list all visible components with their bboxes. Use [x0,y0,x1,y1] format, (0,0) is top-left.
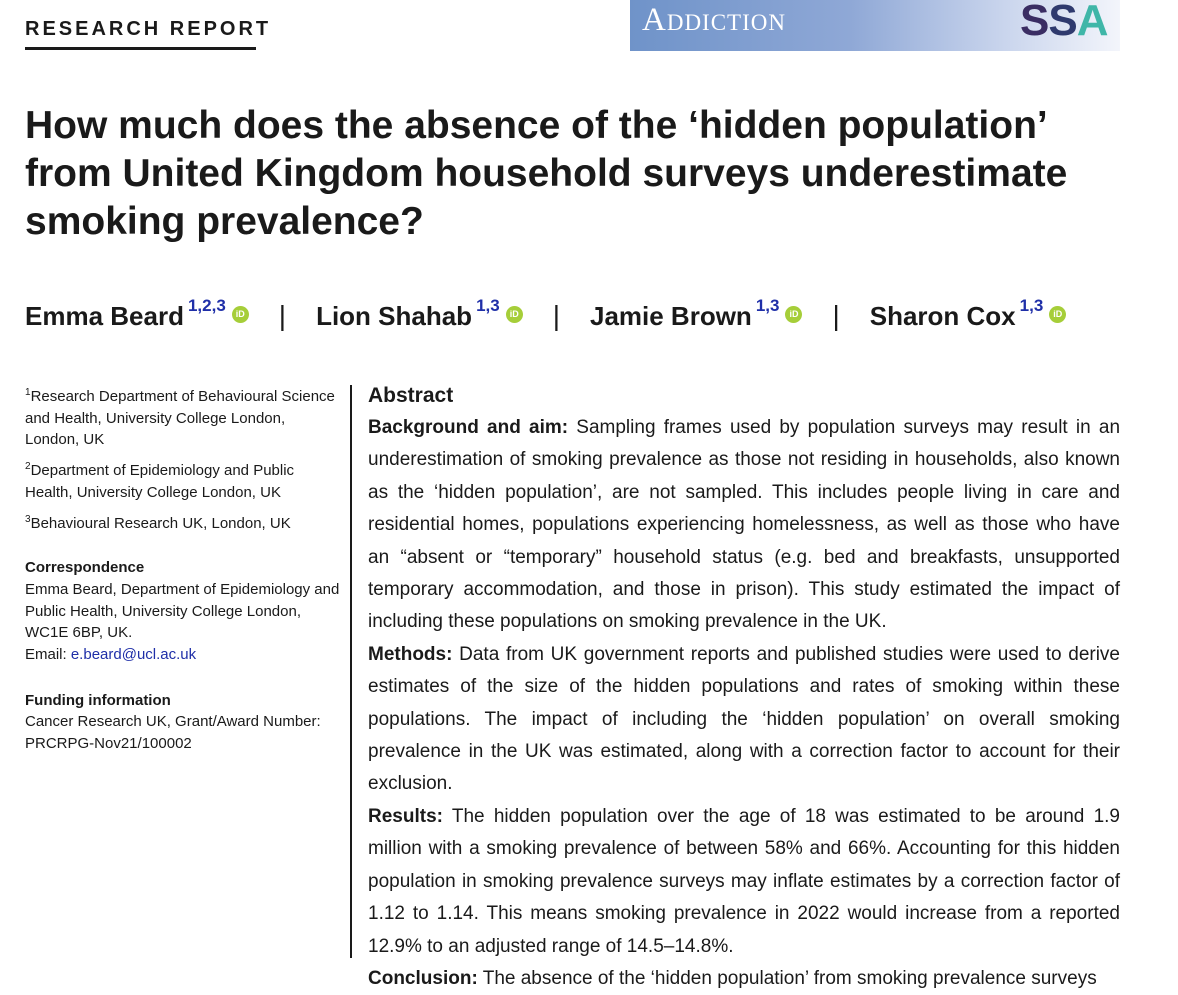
logo-letter: S [1048,0,1077,45]
affiliation-item [25,456,340,503]
abstract-section-text: Data from UK government reports and published studies were used to derive estimates of the size of the hidden populations and rates of smoking within these populations. The impact of including the ‘hidden population’ on overall smoking prevalence in the UK was estimated, along with a correction factor to account for their exclusion. [368,643,1120,795]
abstract-paragraph [368,801,1120,963]
orcid-icon[interactable]: iD [232,306,249,323]
email-link[interactable]: e.beard@ucl.ac.uk [70,646,197,664]
abstract-section-text: The absence of the ‘hidden population’ from smoking prevalence surveys [482,967,1097,989]
author-separator: | [278,300,287,331]
orcid-icon[interactable]: iD [1049,306,1066,323]
author [589,296,802,332]
article-title: How much does the absence of the ‘hidden population’ from United Kingdom household surveys underestimate smoking prevalence? [25,104,1068,243]
abstract-section-label: Results: [368,805,443,827]
author [316,296,523,332]
orcid-icon[interactable]: iD [785,306,802,323]
abstract-heading: Abstract [368,384,454,407]
abstract-section-label: Background and aim: [368,417,569,438]
author-name[interactable]: Sharon Cox [869,300,1016,331]
author-name[interactable]: Lion Shahab [316,300,473,331]
section-underline [25,47,256,50]
abstract [368,380,1120,995]
funding-heading: Funding information [25,691,171,709]
abstract-paragraph [368,639,1120,801]
author [25,296,249,332]
journal-name: Addiction [642,2,786,38]
logo-letter: A [1076,0,1108,45]
journal-banner [630,0,1120,51]
affiliation-text: Behavioural Research UK, London, UK [30,514,291,532]
column-divider [350,385,352,958]
section-label: RESEARCH REPORT [25,18,272,40]
abstract-section-label: Methods: [368,643,453,665]
society-logo [1020,0,1108,46]
affiliation-text: Research Department of Behavioural Science and Health, University College London, London, UK [25,388,335,449]
abstract-paragraph [368,963,1120,995]
author-separator: | [552,300,560,331]
author-name[interactable]: Emma Beard [25,300,184,331]
author-separator: | [832,300,840,331]
abstract-paragraph [368,412,1120,639]
logo-letter: S [1020,0,1049,45]
author-name[interactable]: Jamie Brown [589,300,752,331]
orcid-icon[interactable]: iD [506,306,523,323]
affiliation-number: 3 [25,513,31,525]
author-affiliation-numbers[interactable]: 1,3 [755,296,780,315]
affiliation-number: 2 [25,461,31,473]
correspondence-text: Emma Beard, Department of Epidemiology and Public Health, University College London, WC1E 6BP, UK. [25,580,340,642]
author-list [25,296,1145,336]
abstract-section-text: The hidden population over the age of 18 was estimated to be around 1.9 million with a smoking prevalence of between 58% and 66%. Accounting for this hidden population in smoking prevalence surveys may inflate estimates by a correction factor of 1.12 to 1.14. This means smoking prevalence in 2022 would increase from a reported 12.9% to an adjusted range of 14.5–14.8%. [368,805,1120,957]
author-affiliation-numbers[interactable]: 1,3 [1019,296,1044,315]
email-label: Email: [25,646,71,664]
author [869,296,1067,332]
correspondence-email-line [25,644,340,666]
abstract-section-text: Sampling frames used by population surveys may result in an underestimation of smoking prevalence as those not residing in households, also known as the ‘hidden population’, are not sampled. This includes people living in care and residential homes, populations experiencing homelessness, as well as those who have an “absent or “temporary” household status (e.g. bed and breakfasts, unsupported temporary accommodation, and those in prison). This study estimated the impact of including these populations on smoking prevalence in the UK. [368,417,1121,633]
author-affiliation-numbers[interactable]: 1,2,3 [187,296,226,315]
funding-text: Cancer Research UK, Grant/Award Number: PRCRPG-Nov21/100002 [25,713,321,753]
affiliation-item [25,382,340,451]
correspondence-heading: Correspondence [25,559,145,577]
affiliation-item [25,509,340,535]
author-affiliation-numbers[interactable]: 1,3 [476,296,500,315]
affiliation-number: 1 [25,387,31,398]
affiliation-text: Department of Epidemiology and Public Health, University College London, UK [25,462,295,501]
abstract-section-label: Conclusion: [368,967,478,989]
article-info-column [25,382,340,755]
